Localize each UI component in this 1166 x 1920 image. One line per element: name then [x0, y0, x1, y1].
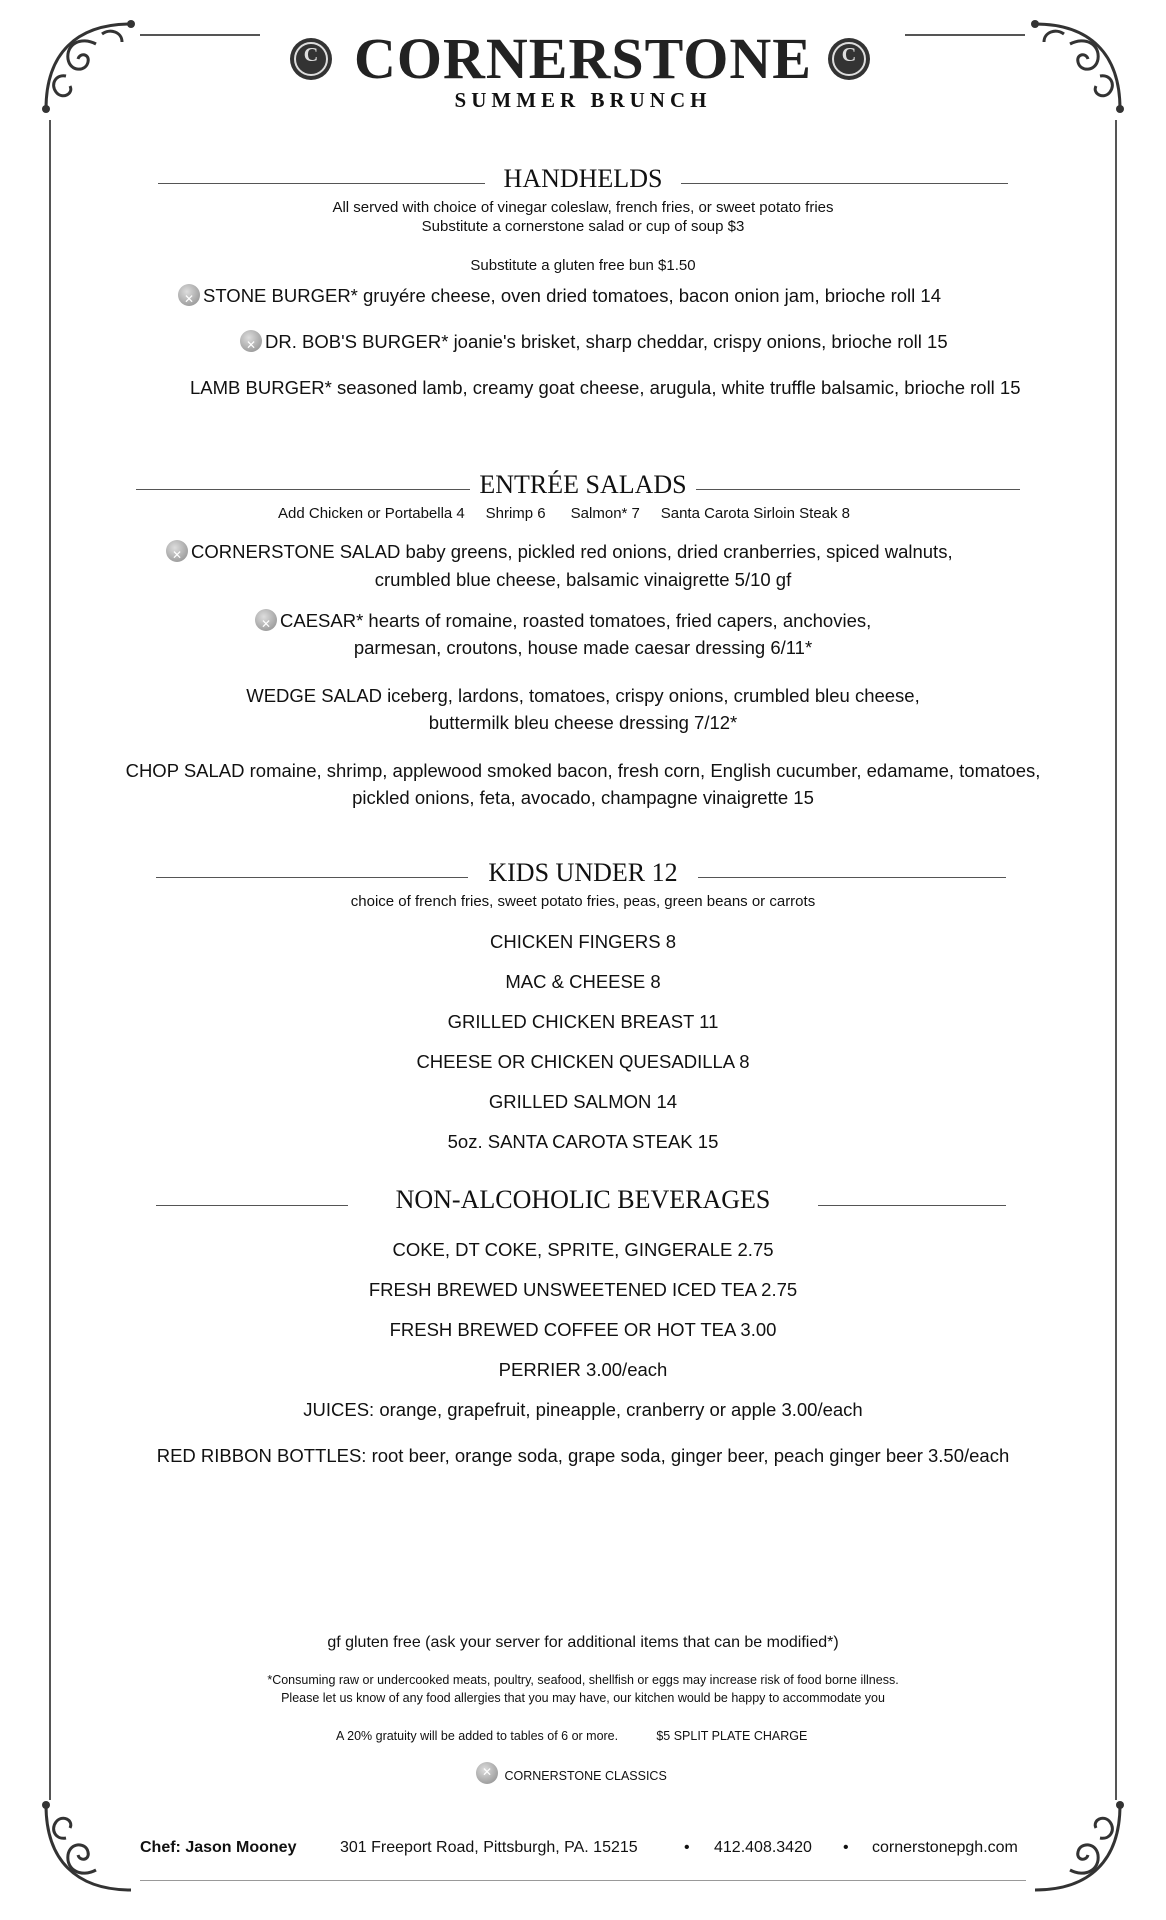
- menu-subtitle: SUMMER BRUNCH: [454, 88, 712, 112]
- menu-item: ✕CORNERSTONE SALAD baby greens, pickled red onions, dried cranberries, spiced walnuts,: [166, 538, 953, 565]
- addon-item: Add Chicken or Portabella 4: [278, 505, 465, 522]
- menu-item-continued: buttermilk bleu cheese dressing 7/12*: [428, 712, 738, 733]
- kids-sides-note: choice of french fries, sweet potato fries, peas, green beans or carrots: [350, 893, 816, 910]
- handhelds-substitute-note: Substitute a cornerstone salad or cup of soup $3: [421, 218, 745, 235]
- chef-name: Chef: Jason Mooney: [140, 1839, 297, 1856]
- menu-item: PERRIER 3.00/each: [498, 1359, 668, 1380]
- split-plate-charge: $5 SPLIT PLATE CHARGE: [656, 1729, 808, 1743]
- addon-item: Salmon* 7: [570, 505, 640, 522]
- classic-badge-icon: [166, 540, 188, 562]
- food-safety-warning: *Consuming raw or undercooked meats, poultry, seafood, shellfish or eggs may increase risk of food borne illness.: [267, 1673, 899, 1687]
- menu-item-continued: parmesan, croutons, house made caesar dressing 6/11*: [353, 637, 813, 658]
- menu-item: GRILLED SALMON 14: [488, 1091, 678, 1112]
- border-line-bottom: [140, 1880, 1026, 1881]
- separator-dot: •: [843, 1839, 849, 1856]
- section-heading-kids: KIDS UNDER 12: [468, 858, 698, 888]
- menu-item: ✕STONE BURGER* gruyére cheese, oven dried tomatoes, bacon onion jam, brioche roll 14: [178, 282, 941, 309]
- logo-emblem-right: C: [828, 38, 870, 80]
- menu-item: CHEESE OR CHICKEN QUESADILLA 8: [416, 1051, 750, 1072]
- handhelds-gluten-free-note: Substitute a gluten free bun $1.50: [470, 257, 696, 274]
- website-link[interactable]: cornerstonepgh.com: [872, 1839, 1018, 1856]
- separator-dot: •: [684, 1839, 690, 1856]
- phone-number[interactable]: 412.408.3420: [714, 1839, 812, 1856]
- menu-item: CHICKEN FINGERS 8: [489, 931, 677, 952]
- menu-item: CHOP SALAD romaine, shrimp, applewood smoked bacon, fresh corn, English cucumber, edamame, tomatoes,: [125, 760, 1041, 781]
- gluten-free-legend: gf gluten free (ask your server for additional items that can be modified*): [327, 1634, 839, 1651]
- addon-item: Shrimp 6: [485, 505, 546, 522]
- menu-item: 5oz. SANTA CAROTA STEAK 15: [447, 1131, 719, 1152]
- addon-item: Santa Carota Sirloin Steak 8: [660, 505, 851, 522]
- menu-item: LAMB BURGER* seasoned lamb, creamy goat cheese, arugula, white truffle balsamic, brioche roll 15: [190, 377, 1021, 398]
- section-heading-entree-salads: ENTRÉE SALADS: [470, 470, 696, 500]
- menu-item: RED RIBBON BOTTLES: root beer, orange soda, grape soda, ginger beer, peach ginger beer 3.50/each: [156, 1445, 1010, 1466]
- classic-badge-icon: [255, 609, 277, 631]
- address: 301 Freeport Road, Pittsburgh, PA. 15215: [340, 1839, 638, 1856]
- section-heading-beverages: NON-ALCOHOLIC BEVERAGES: [348, 1185, 818, 1215]
- salad-addons: [278, 504, 850, 523]
- menu-item-continued: pickled onions, feta, avocado, champagne vinaigrette 15: [352, 787, 814, 808]
- menu-item: FRESH BREWED COFFEE OR HOT TEA 3.00: [389, 1319, 777, 1340]
- handhelds-sides-note: All served with choice of vinegar coleslaw, french fries, or sweet potato fries: [332, 199, 834, 216]
- allergy-notice: Please let us know of any food allergies that you may have, our kitchen would be happy to accommodate you: [281, 1691, 885, 1705]
- classic-badge-icon: [240, 330, 262, 352]
- section-heading-handhelds: HANDHELDS: [485, 164, 681, 194]
- menu-item: MAC & CHEESE 8: [505, 971, 661, 992]
- corner-ornament-bottom-left: [36, 1790, 146, 1900]
- classics-legend: ✕ CORNERSTONE CLASSICS: [476, 1762, 667, 1785]
- menu-item: ✕CAESAR* hearts of romaine, roasted tomatoes, fried capers, anchovies,: [255, 607, 871, 634]
- border-line-left: [49, 120, 51, 1800]
- gratuity-notice: A 20% gratuity will be added to tables of 6 or more. $5 SPLIT PLATE CHARGE: [336, 1729, 808, 1743]
- menu-item-continued: crumbled blue cheese, balsamic vinaigrette 5/10 gf: [374, 569, 792, 590]
- menu-item: GRILLED CHICKEN BREAST 11: [447, 1011, 719, 1032]
- classic-badge-icon: [178, 284, 200, 306]
- menu-item: ✕DR. BOB'S BURGER* joanie's brisket, sharp cheddar, crispy onions, brioche roll 15: [240, 328, 948, 355]
- classic-badge-icon: [476, 1762, 498, 1784]
- menu-item: WEDGE SALAD iceberg, lardons, tomatoes, crispy onions, crumbled bleu cheese,: [246, 685, 920, 706]
- logo-emblem-left: C: [290, 38, 332, 80]
- menu-item: COKE, DT COKE, SPRITE, GINGERALE 2.75: [392, 1239, 774, 1260]
- border-line-right: [1115, 120, 1117, 1800]
- menu-item: FRESH BREWED UNSWEETENED ICED TEA 2.75: [368, 1279, 798, 1300]
- corner-ornament-bottom-right: [1020, 1790, 1130, 1900]
- menu-item: JUICES: orange, grapefruit, pineapple, cranberry or apple 3.00/each: [303, 1399, 863, 1420]
- restaurant-name: CORNERSTONE: [354, 26, 812, 91]
